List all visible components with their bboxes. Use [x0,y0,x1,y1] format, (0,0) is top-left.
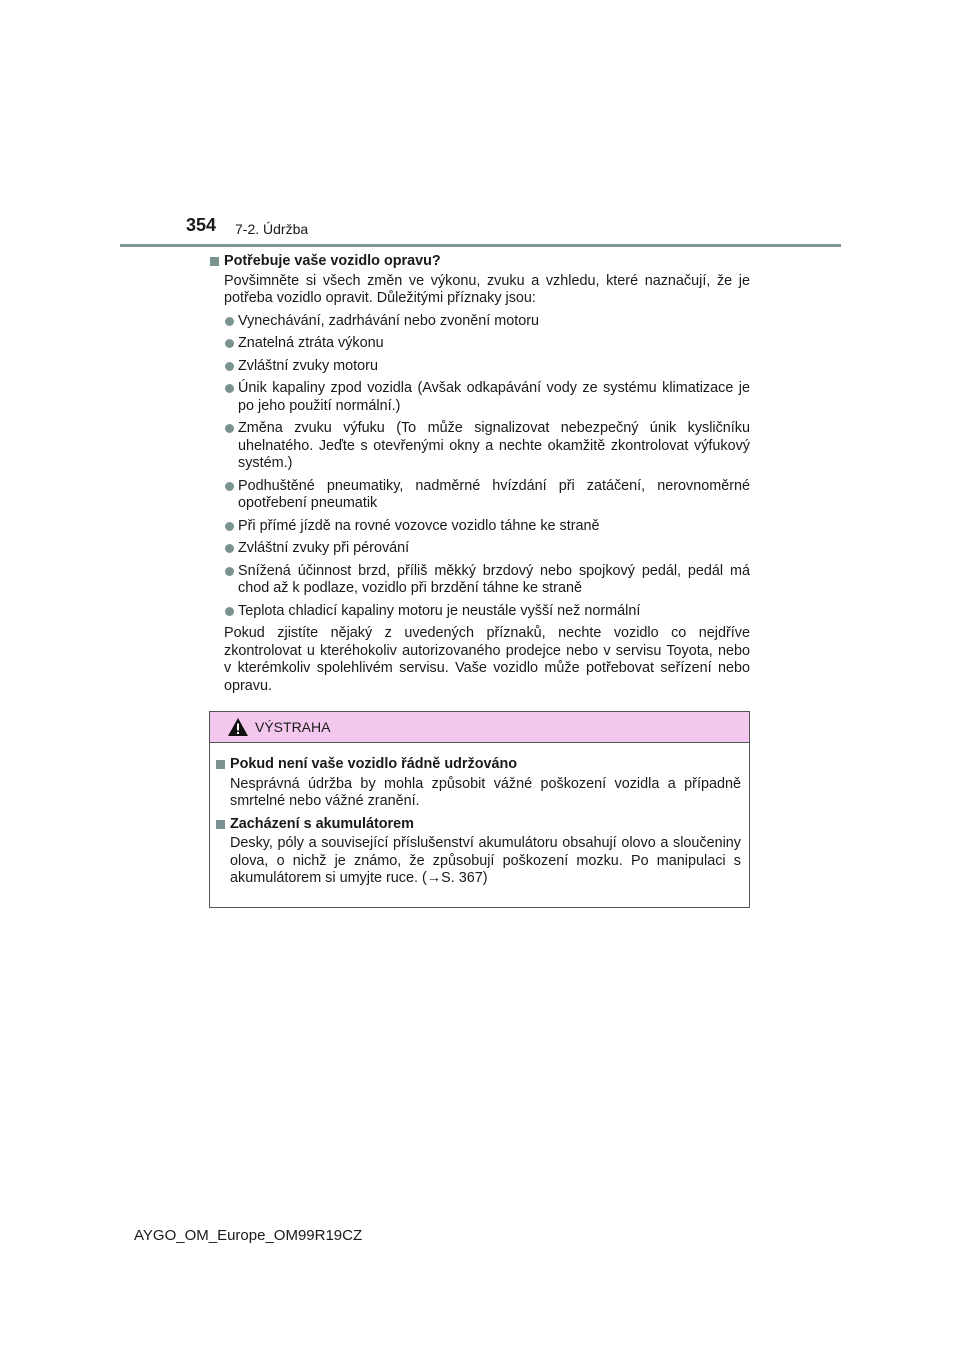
list-item-text: Teplota chladicí kapaliny motoru je neustále vyšší než normální [238,602,641,619]
list-item-text: Zvláštní zvuky motoru [238,357,378,374]
section-heading-text: Potřebuje vaše vozidlo opravu? [224,253,441,269]
square-icon [210,257,219,266]
list-item [209,518,750,536]
warning-section-heading-text: Zacházení s akumulátorem [230,815,414,832]
list-item [209,563,750,598]
dot-icon [225,607,234,616]
warning-section-heading [215,756,741,774]
dot-icon [225,317,234,326]
list-item-text: Únik kapaliny zpod vozidla (Avšak odkapávání vody ze systému klimatizace je po jeho použití normální.) [238,380,750,414]
list-item [209,313,750,331]
warning-section-text: Desky, póly a související příslušenství akumulátoru obsahují olovo a sloučeniny olova, o nichž je známo, že způsobují poškození mozku. Po manipulaci s akumulátorem si umyjte ruce. (→S. 367) [230,835,741,886]
square-icon [216,820,225,829]
list-item-text: Podhuštěné pneumatiky, nadměrné hvízdání při zatáčení, nerovnoměrné opotřebení pneumatik [238,477,750,511]
list-item [209,540,750,558]
warning-section-heading-text: Pokud není vaše vozidlo řádně udržováno [230,756,518,772]
list-item-text: Snížená účinnost brzd, příliš měkký brzdový nebo spojkový pedál, pedál má chod až k podlaze, vozidlo při brzdění táhne ke straně [238,562,750,596]
list-item [209,335,750,353]
list-item-text: Změna zvuku výfuku (To může signalizovat nebezpečný únik kysličníku uhelnatého. Jeďte s otevřenými okny a nechte okamžitě zkontrolovat výfukový systém.) [238,420,750,471]
list-item [209,358,750,376]
list-item-text: Znatelná ztráta výkonu [238,335,384,351]
intro-paragraph: Povšimněte si všech změn ve výkonu, zvuku a vzhledu, které naznačují, že je potřeba vozidlo opravit. Důležitými příznaky jsou: [224,272,750,306]
warning-header [210,712,749,743]
list-item [209,420,750,473]
warning-section-text: Nesprávná údržba by mohla způsobit vážné poškození vozidla a případně smrtelné nebo vážné zranění. [230,775,741,809]
square-icon [216,760,225,769]
page-number: 354 [186,215,217,235]
list-item-text: Vynechávání, zadrhávání nebo zvonění motoru [238,312,540,329]
conclusion-paragraph: Pokud zjistíte nějaký z uvedených příznaků, nechte vozidlo co nejdříve zkontrolovat u kteréhokoliv autorizovaného prodejce nebo v servisu Toyota, nebo v kterémkoliv spolehlivém servisu. Vaše vozidlo může potřebovat seřízení nebo opravu. [224,625,750,694]
header-rule [120,244,841,247]
warning-triangle-icon [227,717,249,737]
list-item [209,603,750,621]
dot-icon [225,339,234,348]
dot-icon [225,567,234,576]
warning-title: VÝSTRAHA [255,719,331,735]
list-item [209,478,750,513]
warning-body [210,743,749,888]
list-item [209,380,750,415]
dot-icon [225,482,234,491]
dot-icon [225,544,234,553]
warning-section-heading [215,816,741,834]
dot-icon [225,424,234,433]
warning-box [209,711,750,908]
dot-icon [225,362,234,371]
dot-icon [225,522,234,531]
dot-icon [225,384,234,393]
section-title: 7-2. Údržba [235,221,309,237]
list-item-text: Zvláštní zvuky při pérování [238,540,410,556]
list-item-text: Při přímé jízdě na rovné vozovce vozidlo táhne ke straně [238,517,600,534]
main-content [209,253,750,700]
document-code: AYGO_OM_Europe_OM99R19CZ [134,1227,363,1244]
section-heading [209,253,750,271]
